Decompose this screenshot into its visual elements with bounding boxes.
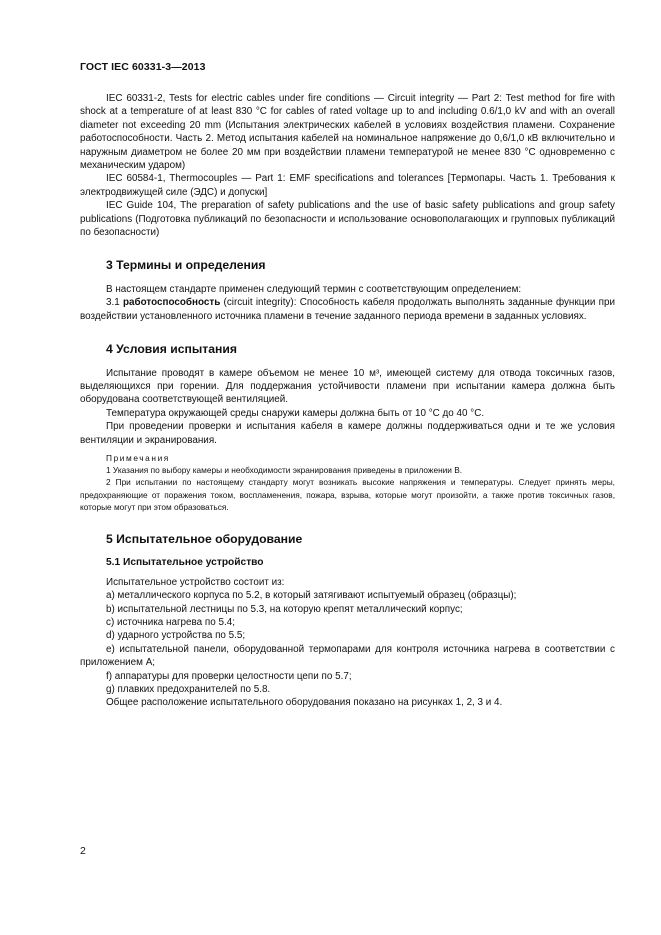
equipment-list-item: e) испытательной панели, оборудованной термопарами для контроля источника нагрева в соответствии с приложением А; xyxy=(80,643,615,669)
equipment-intro: Испытательное устройство состоит из: xyxy=(106,576,285,588)
page-number: 2 xyxy=(80,845,86,857)
note-item: 1 Указания по выбору камеры и необходимости экранирования приведены в приложении В. xyxy=(106,465,463,476)
notes-block xyxy=(80,452,615,513)
section-4-title: 4 Условия испытания xyxy=(106,342,238,357)
normative-references xyxy=(80,92,615,239)
section-5-title: 5 Испытательное оборудование xyxy=(106,531,303,546)
section-4-paragraph: Испытание проводят в камере объемом не менее 10 м³, имеющей систему для отвода токсичных газов, выделяющихся при горении. Для поддержания устойчивости пламени при испытании камера должна быть оборудована соответствующей вентиляцией. xyxy=(80,367,615,406)
page-content xyxy=(80,92,615,710)
note-item: 2 При испытании по настоящему стандарту могут возникать высокие напряжения и температуры. Следует принять меры, предохраняющие от поражения током, воспламенения, пожара, взрыва, которые могут произойти, а также против токсичных газов, которые могут при этом образоваться. xyxy=(80,477,615,512)
section-3-title: 3 Термины и определения xyxy=(106,258,266,273)
equipment-list-item: d) ударного устройства по 5.5; xyxy=(106,630,246,642)
equipment-list-item: b) испытательной лестницы по 5.3, на которую крепят металлический корпус; xyxy=(106,603,463,615)
section-4-paragraph: Температура окружающей среды снаружи камеры должна быть от 10 °С до 40 °С. xyxy=(106,407,485,419)
reference-item: IEC 60584-1, Thermocouples — Part 1: EMF specifications and tolerances [Термопары. Часть 1. Требования к электродвижущей силе (ЭДС) и допуски] xyxy=(80,173,615,198)
standard-header: ГОСТ IEC 60331-3—2013 xyxy=(80,61,206,73)
reference-item: IEC Guide 104, The preparation of safety publications and the use of basic safety publications and group safety publications (Подготовка публикаций по безопасности и использование основополагающих и групповых публикаций по безопасности) xyxy=(80,200,615,239)
section-4-paragraph: При проведении проверки и испытания кабеля в камере должны поддерживаться одни и те же условия вентиляции и экранирования. xyxy=(80,421,615,446)
term-number: 3.1 xyxy=(106,297,120,309)
reference-item: IEC 60331-2, Tests for electric cables under fire conditions — Circuit integrity — Part 2: Test method for fire with shock at a temperature of at least 830 °C for cables of rated voltage up to and including 0.6/1,0 kV and with an overall diameter not exceeding 20 mm (Испытания электрических кабелей в условиях воздействия пламени. Сохранение работоспособности. Часть 2. Метод испытания кабелей на номинальное напряжение до 0,6/1,0 кВ включительно и наружным диаметром не более 20 мм при воздействии пламени температурой не менее 830 °С одновременно с механическим ударом) xyxy=(80,93,615,172)
section-3-intro: В настоящем стандарте применен следующий термин с соответствующим определением: xyxy=(106,283,522,295)
equipment-list-item: c) источника нагрева по 5.4; xyxy=(106,616,235,628)
equipment-closing: Общее расположение испытательного оборудования показано на рисунках 1, 2, 3 и 4. xyxy=(106,697,503,709)
term-definition xyxy=(80,296,615,323)
notes-heading: Примечания xyxy=(106,452,170,463)
equipment-list-item: g) плавких предохранителей по 5.8. xyxy=(106,684,271,696)
equipment-list-item: f) аппаратуры для проверки целостности цепи по 5.7; xyxy=(106,670,352,682)
equipment-list-item: a) металлического корпуса по 5.2, в который затягивают испытуемый образец (образцы); xyxy=(106,590,517,602)
term-definition-text: (circuit integrity): Способность кабеля продолжать выполнять заданные функции при воздействии установленного источника пламени в течение заданного периода времени в заданных условиях. xyxy=(80,297,616,322)
subsection-5-1-title: 5.1 Испытательное устройство xyxy=(106,557,264,569)
term-name: работоспособность xyxy=(123,297,221,309)
